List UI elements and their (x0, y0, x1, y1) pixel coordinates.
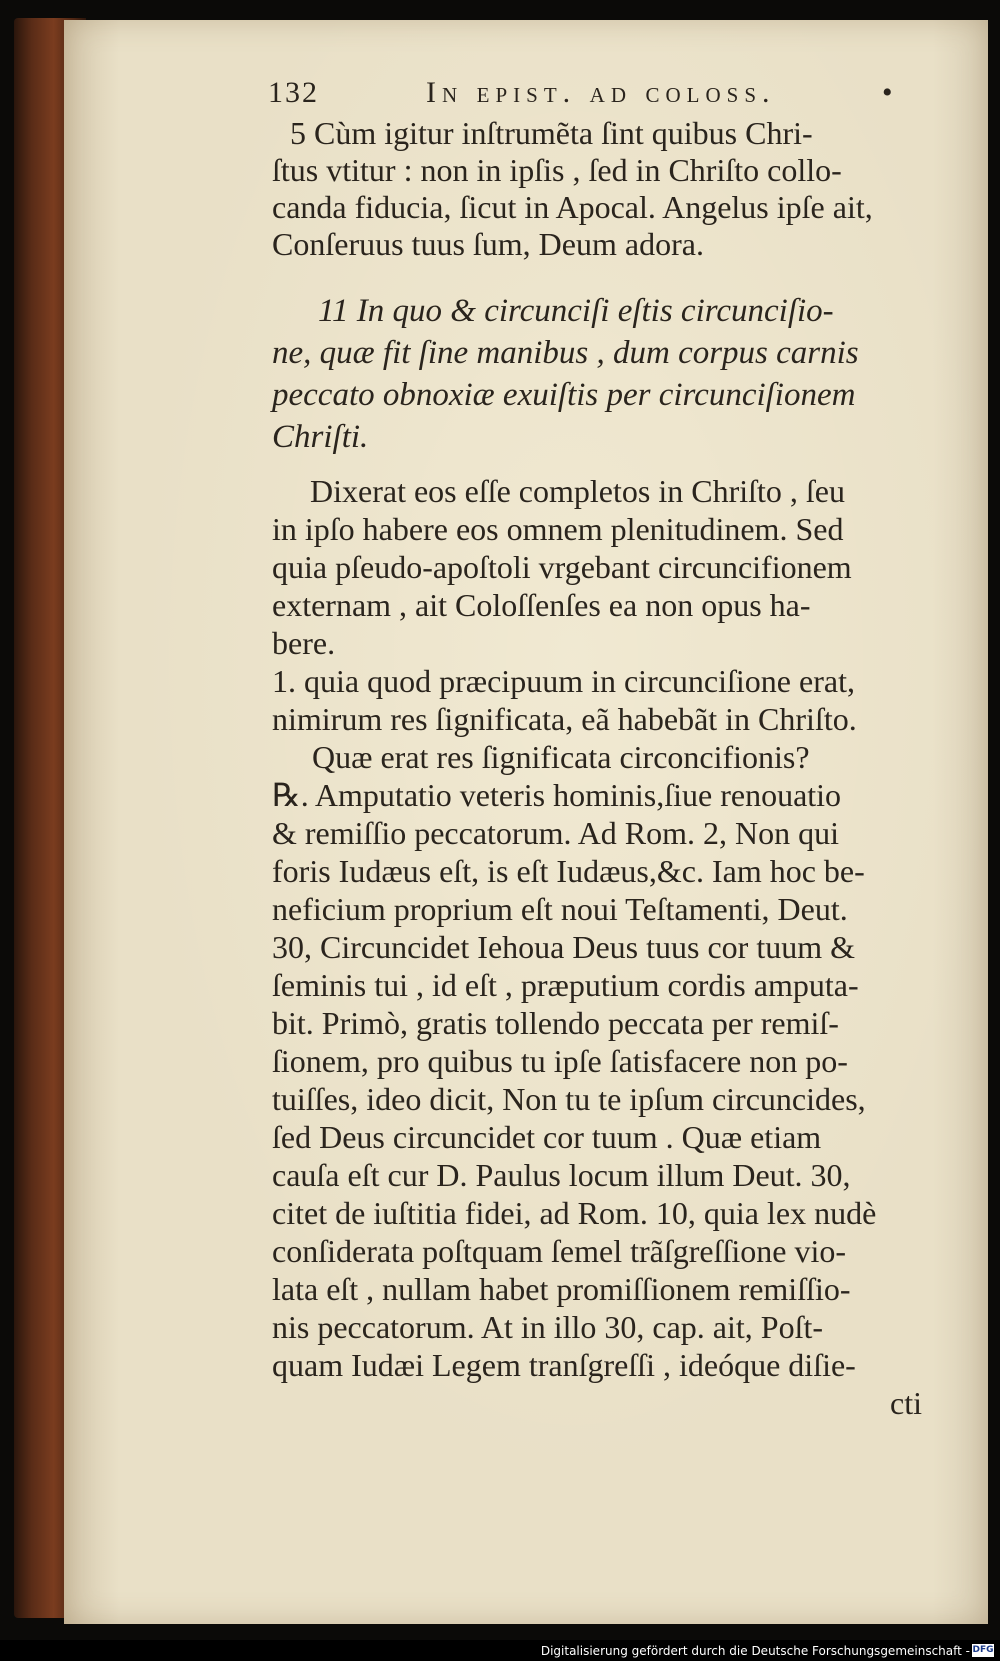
text-line: nimirum res ſignificata, eã habebãt in Chriſto. (272, 701, 857, 737)
text-line: ſtus vtitur : non in ipſis , ſed in Chriſto collo- (272, 152, 842, 188)
digitization-credit: Digitalisierung gefördert durch die Deutsche Forschungsgemeinschaft - (540, 1644, 970, 1658)
text-line: Dixerat eos eſſe completos in Chriſto , ſeu (310, 473, 845, 509)
text-line: 1. quia quod præcipuum in circunciſione erat, (272, 663, 855, 699)
scripture-verse-line: peccato obnoxiæ exuiſtis per circunciſionem (272, 377, 856, 413)
text-line: ℞. Amputatio veteris hominis,ſiue renouatio (272, 777, 842, 813)
text-line: bere. (272, 625, 336, 661)
text-line: Conſeruus tuus ſum, Deum adora. (272, 226, 704, 262)
scripture-verse-line: ne, quæ fit ſine manibus , dum corpus carnis (272, 335, 859, 371)
text-line: nis peccatorum. At in illo 30, cap. ait, Poſt- (272, 1309, 824, 1345)
scripture-verse-line: 11 In quo & circunciſi eſtis circunciſio- (318, 293, 834, 329)
text-line: lata eſt , nullam habet promiſſionem remiſſio- (272, 1271, 851, 1307)
text-line: & remiſſio peccatorum. Ad Rom. 2, Non qui (272, 815, 840, 851)
text-line: externam , ait Coloſſenſes ea non opus ha- (272, 587, 811, 623)
dfg-logo: DFG (972, 1645, 994, 1655)
text-line: in ipſo habere eos omnem plenitudinem. Sed (272, 511, 844, 547)
text-line: citet de iuſtitia fidei, ad Rom. 10, quia lex nudè (272, 1195, 877, 1231)
page-number: 132 (268, 76, 319, 109)
text-line: ſeminis tui , id eſt , præputium cordis amputa- (272, 967, 859, 1003)
text-line: 30, Circuncidet Iehoua Deus tuus cor tuum & (272, 929, 855, 965)
text-line: canda fiducia, ſicut in Apocal. Angelus ipſe ait, (272, 189, 873, 225)
text-line: cauſa eſt cur D. Paulus locum illum Deut. 30, (272, 1157, 851, 1193)
text-line: tuiſſes, ideo dicit, Non tu te ipſum circuncides, (272, 1081, 866, 1117)
text-line: neficium proprium eſt noui Teſtamenti, Deut. (272, 891, 848, 927)
running-title: In epist. ad coloss. (426, 76, 776, 109)
text-line: ſionem, pro quibus tu ipſe ſatisfacere non po- (272, 1043, 848, 1079)
text-line: foris Iudæus eſt, is eſt Iudæus,&c. Iam hoc be- (272, 853, 865, 889)
scripture-verse-line: Chriſti. (272, 419, 369, 455)
header-mark: • (882, 76, 895, 109)
text-line: Quæ erat res ſignificata circoncifionis? (312, 739, 810, 775)
text-line: conſiderata poſtquam ſemel trãſgreſſione vio- (272, 1233, 847, 1269)
text-line: ſed Deus circuncidet cor tuum . Quæ etiam (272, 1119, 822, 1155)
text-line: quam Iudæi Legem tranſgreſſi , ideóque diſie- (272, 1347, 856, 1383)
text-line: 5 Cùm igitur inſtrumẽta ſint quibus Chri- (290, 115, 813, 151)
text-line: bit. Primò, gratis tollendo peccata per remiſ- (272, 1005, 839, 1041)
text-line: quia pſeudo-apoſtoli vrgebant circuncifionem (272, 549, 852, 585)
catchword: cti (890, 1385, 922, 1421)
